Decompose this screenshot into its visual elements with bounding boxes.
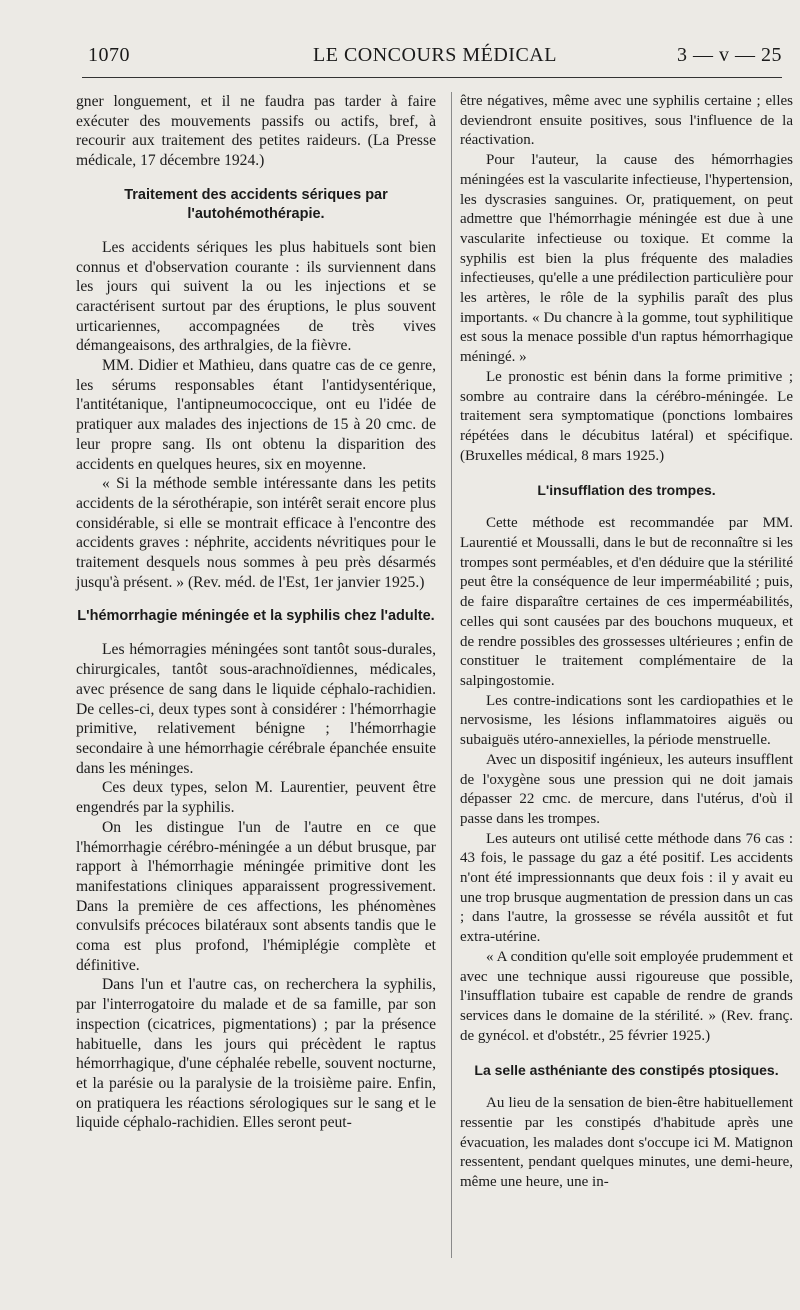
paragraph: Ces deux types, selon M. Laurentier, peuvent être engendrés par la syphilis. (76, 779, 436, 817)
paragraph: Pour l'auteur, la cause des hémorrhagies méningées est la vascularite infectieuse, l'hypertension, les dyscrasies sanguines. Or, pratiquement, on peut admettre que l'hémorrhagie méningée est due à une vascularite infectieuse ou toxique. Et comme la syphilis est bien la plus fréquente des maladies infectieuses, qu'elle a une prédilection particulière pour les artères, le rôle de la syphilis paraît des plus importants. « Du chancre à la gomme, tout syphilitique est sous la menace possible d'un raptus hémorrhagique méningé. » (460, 152, 793, 366)
paragraph: gner longuement, et il ne faudra pas tarder à faire exécuter des mouvements passifs ou actifs, bref, à recourir aux traitement des petites raideurs. (La Presse médicale, 17 décembre 1924.) (76, 93, 436, 170)
paragraph: Dans l'un et l'autre cas, on recherchera la syphilis, par l'interrogatoire du malade et de sa famille, par son inspection (cicatrices, pigmentations) ; par la présence habituelle, dans les jours qui précèdent le raptus hémorrhagique, d'une céphalée rebelle, souvent nocturne, et la parésie ou la paralysie de la troisième paire. Enfin, on pratiquera les réactions sérologiques sur le sang et le liquide céphalo-rachidien. Elles seront peut- (76, 976, 436, 1132)
paragraph: Le pronostic est bénin dans la forme primitive ; sombre au contraire dans la cérébro-méningée. Le traitement sera symptomatique (ponctions lombaires répétées dans le décubitus latéral) et spécifique. (Bruxelles médical, 8 mars 1925.) (460, 368, 793, 464)
paragraph: « A condition qu'elle soit employée prudemment et avec une technique aussi rigoureuse que possible, l'insufflation tubaire est capable de rendre de grands services dans le domaine de la stérilité. » (Rev. franç. de gynécol. et d'obstétr., 25 février 1925.) (460, 948, 793, 1044)
header-rule (82, 77, 782, 78)
paragraph: « Si la méthode semble intéressante dans les petits accidents de la sérothérapie, son intérêt serait encore plus considérable, si elle se montrait efficace à l'encontre des accidents graves : néphrite, accidents névritiques pour le traitement desquels nous sommes à peu près désarmés jusqu'à présent. » (Rev. méd. de l'Est, 1er janvier 1925.) (76, 475, 436, 591)
section-heading: Traitement des accidents sériques par l'autohémothérapie. (124, 186, 388, 222)
paragraph: Les accidents sériques les plus habituels sont bien connus et d'observation courante : ils surviennent dans les jours qui suivent la ou les injections et se caractérisent surtout par des éruptions, le plus souvent urticariennes, accompagnées de très vives démangeaisons, des arthralgies, de la fièvre. (76, 238, 436, 355)
section-heading: L'hémorrhagie méningée et la syphilis chez l'adulte. (77, 608, 435, 625)
section-heading: L'insufflation des trompes. (537, 482, 716, 499)
right-column (460, 92, 793, 1193)
column-divider (451, 92, 452, 1258)
paragraph: être négatives, même avec une syphilis certaine ; elles deviendront ensuite positives, sous l'influence de la réactivation. (460, 93, 793, 149)
paragraph: MM. Didier et Mathieu, dans quatre cas de ce genre, les sérums responsables étant l'antidysentérique, l'antitétanique, l'antipneumococcique, ont eu l'idée de pratiquer aux malades des injections de 15 à 20 cmc. de leur propre sang. Ils ont obtenu la disparition des accidents en quelques heures, six en moyenne. (76, 357, 436, 473)
page-number: 1070 (88, 44, 130, 66)
section-heading: La selle asthéniante des constipés ptosiques. (474, 1062, 779, 1079)
paragraph: Les auteurs ont utilisé cette méthode dans 76 cas : 43 fois, le passage du gaz a été positif. Les accidents n'ont été impressionnants que deux fois : il y avait eu une trop brusque augmentation de pression dans un cas ; dans l'autre, la grossesse se révéla aussitôt et fut extra-utérine. (460, 830, 793, 946)
paragraph: Les hémorragies méningées sont tantôt sous-durales, chirurgicales, tantôt sous-arachnoïdiennes, médicales, avec présence de sang dans le liquide céphalo-rachidien. De celles-ci, deux types sont à considérer : l'hémorrhagie primitive, relativement bénigne ; l'hémorrhagie secondaire à une hémorrhagie cérébrale épanchée ensuite dans les méninges. (76, 641, 436, 777)
paragraph: Les contre-indications sont les cardiopathies et le nervosisme, les lésions inflammatoires aiguës ou subaiguës utéro-annexielles, la période menstruelle. (460, 692, 793, 749)
paragraph: Avec un dispositif ingénieux, les auteurs insufflent de l'oxygène sous une pression qui ne doit jamais dépasser 22 cmc. de mercure, dans l'utérus, d'où il passe dans les trompes. (460, 751, 793, 827)
paragraph: Au lieu de la sensation de bien-être habituellement ressentie par les constipés d'habitude après une évacuation, les malades dont s'occupe ici M. Matignon ressentent, pendant quelques minutes, une demi-heure, même une heure, une in- (460, 1095, 793, 1191)
paragraph: On les distingue l'un de l'autre en ce que l'hémorrhagie cérébro-méningée a un début brusque, par rapport à l'hémorrhagie méningée primitive dont les manifestations cliniques apparaissent progressivement. Dans la première de ces affections, les phénomènes convulsifs précoces bilatéraux sont absents tandis que le coma est plus profond, l'hémiplégie complète et définitive. (76, 818, 436, 974)
issue-date: 3 — v — 25 (677, 44, 782, 66)
left-column (76, 92, 436, 1133)
journal-title: LE CONCOURS MÉDICAL (313, 44, 557, 66)
paragraph: Cette méthode est recommandée par MM. Laurentié et Moussalli, dans le but de reconnaître si les trompes sont perméables, et d'en déduire que la stérilité peut être la conséquence de leur imperméabilité ; puis, de faire disparaître certaines de ces imperméabilités, celles qui sont causées par des bouchons muqueux, et de rendre possibles des grossesses ultérieures ; enfin de constituer le traitement complémentaire de la salpingostomie. (460, 515, 794, 689)
page-header (88, 44, 782, 78)
